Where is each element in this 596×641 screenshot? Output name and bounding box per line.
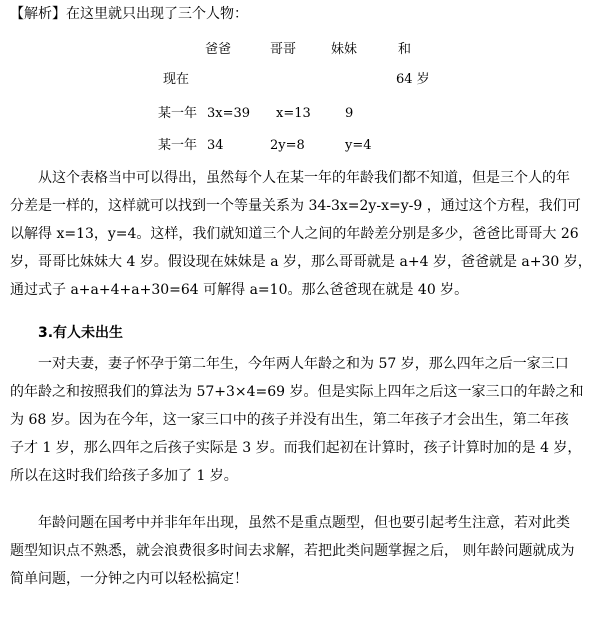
row-label-now: 现在 — [163, 72, 190, 87]
paragraph1-line: 岁，哥哥比妹妹大 4 岁。假设现在妹妹是 a 岁，那么哥哥就是 a+4 岁，爸爸就是 a+30 岁， — [10, 254, 592, 270]
cell-now-sum: 64 岁 — [396, 72, 430, 87]
row-label-year2: 某一年 — [158, 138, 198, 153]
paragraph3-line: 简单问题，一分钟之内可以轻松搞定！ — [10, 571, 248, 587]
paragraph-explanation — [10, 164, 592, 304]
paragraph3-line: 年龄问题在国考中并非年年出现，虽然不是重点题型，但也要引起考生注意，若对此类 — [38, 515, 570, 531]
header-brother: 哥哥 — [270, 42, 297, 57]
paragraph1-line: 从这个表格当中可以得出，虽然每个人在某一年的年龄我们都不知道，但是三个人的年 — [38, 170, 570, 186]
cell-year1-brother: x=13 — [276, 106, 311, 121]
cell-year2-father: 34 — [207, 138, 224, 153]
paragraph-unborn-case — [10, 350, 586, 490]
paragraph3-line: 题型知识点不熟悉，就会浪费很多时间去求解，若把此类问题掌握之后， 则年龄问题就成为 — [10, 543, 575, 559]
header-sister: 妹妹 — [331, 42, 358, 57]
header-father: 爸爸 — [205, 42, 232, 57]
paragraph1-line: 以解得 x=13，y=4。这样，我们就知道三个人之间的年龄差分别是多少，爸爸比哥哥大 26 — [10, 226, 579, 242]
paragraph1-line: 通过式子 a+a+4+a+30=64 可解得 a=10。那么爸爸现在就是 40 岁。 — [10, 282, 469, 298]
row-label-year1: 某一年 — [158, 106, 198, 121]
cell-year1-sister: 9 — [345, 106, 354, 121]
paragraph2-line: 的年龄之和按照我们的算法为 57+3×4=69 岁。但是实际上四年之后这一家三口的年龄之和 — [10, 384, 584, 400]
paragraph1-line: 分差是一样的，这样就可以找到一个等量关系为 34-3x=2y-x=y-9 ，通过这个方程，我们可 — [10, 198, 581, 214]
cell-year1-father: 3x=39 — [207, 106, 251, 121]
section-heading: 3.有人未出生 — [38, 325, 124, 341]
paragraph2-line: 所以在这时我们给孩子多加了 1 岁。 — [10, 468, 238, 484]
cell-year2-sister: y=4 — [345, 138, 372, 153]
intro-text: 在这里就只出现了三个人物： — [66, 6, 248, 22]
analysis-tag: 【解析】 — [10, 6, 66, 22]
paragraph-conclusion — [10, 509, 586, 593]
intro-line — [10, 4, 248, 24]
paragraph2-line: 为 68 岁。因为在今年，这一家三口中的孩子并没有出生，第二年孩子才会出生，第二年孩 — [10, 412, 569, 428]
paragraph2-line: 一对夫妻，妻子怀孕于第二年生，今年两人年龄之和为 57 岁，那么四年之后一家三口 — [38, 356, 569, 372]
header-sum: 和 — [398, 42, 412, 57]
cell-year2-brother: 2y=8 — [270, 138, 305, 153]
paragraph2-line: 子才 1 岁，那么四年之后孩子实际是 3 岁。而我们起初在计算时，孩子计算时加的是 4 岁， — [10, 440, 582, 456]
